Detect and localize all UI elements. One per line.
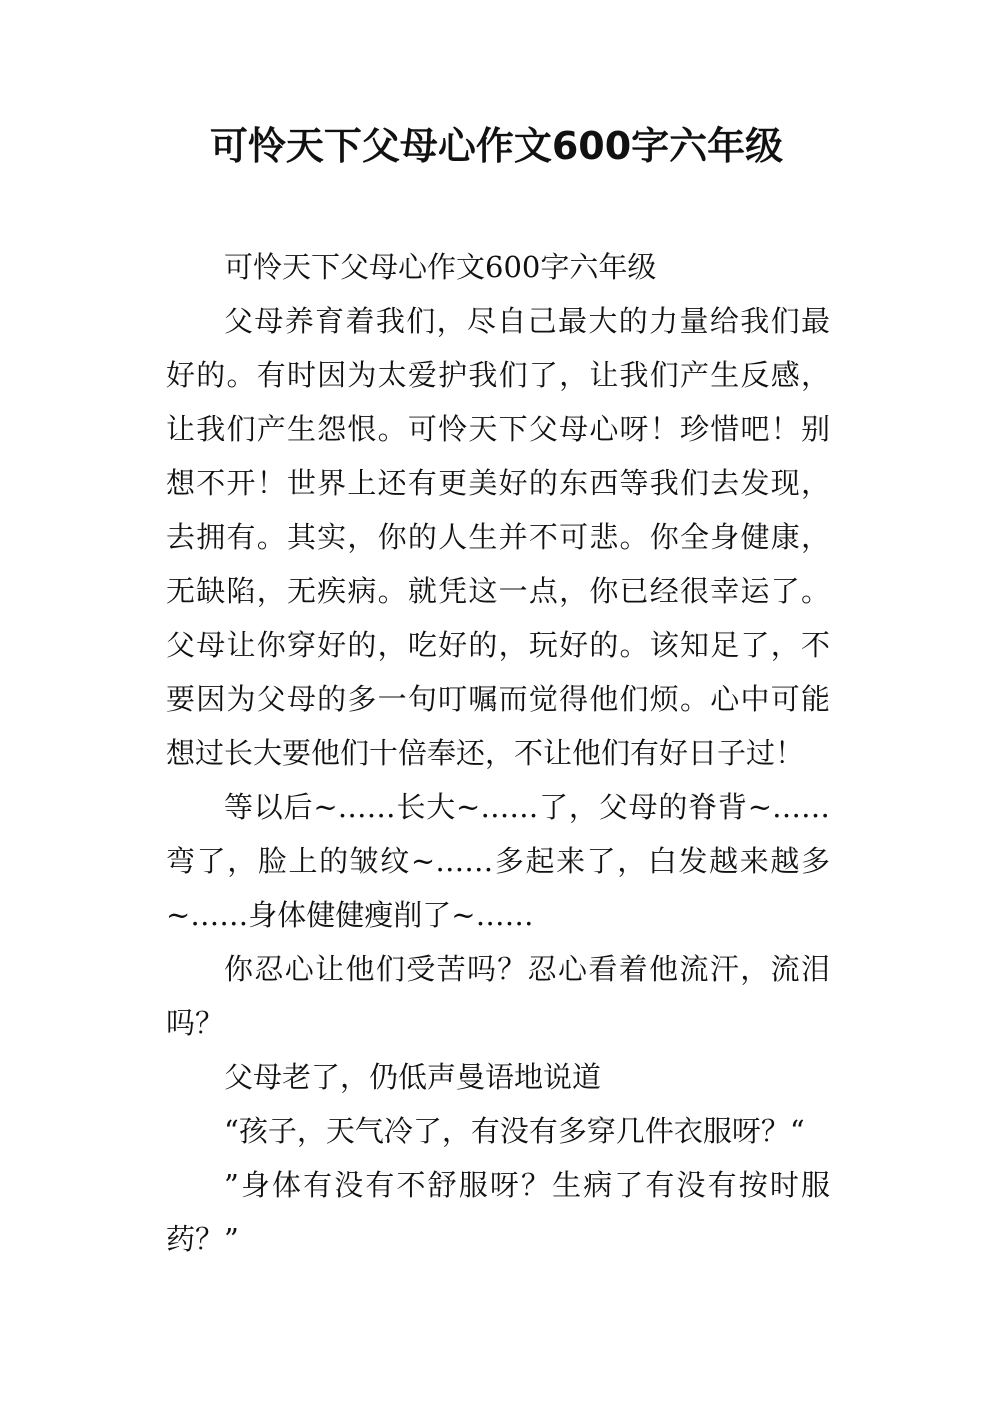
document-title: 可怜天下父母心作文600字六年级 [209, 124, 784, 168]
paragraph: 父母老了，仍低声曼语地说道 [224, 1060, 602, 1094]
paragraph: 你忍心让他们受苦吗？忍心看着他流汗，流泪吗？ [166, 952, 830, 1040]
paragraph: ”身体有没有不舒服呀？生病了有没有按时服药？” [166, 1168, 830, 1256]
paragraph-heading: 可怜天下父母心作文600字六年级 [224, 250, 657, 284]
paragraph: 父母养育着我们，尽自己最大的力量给我们最好的。有时因为太爱护我们了，让我们产生反感，让我们产生怨恨。可怜天下父母心呀！珍惜吧！别想不开！世界上还有更美好的东西等我们去发现，去拥有。其实，你的人生并不可悲。你全身健康，无缺陷，无疾病。就凭这一点，你已经很幸运了。父母让你穿好的，吃好的，玩好的。该知足了，不要因为父母的多一句叮嘱而觉得他们烦。心中可能想过长大要他们十倍奉还，不让他们有好日子过！ [166, 304, 830, 770]
paragraph: 等以后~……长大~……了，父母的脊背~……弯了，脸上的皱纹~……多起来了，白发越来越多~……身体健健瘦削了~…… [166, 790, 830, 932]
paragraph: “孩子，天气冷了，有没有多穿几件衣服呀？“ [224, 1114, 805, 1148]
document-body [166, 240, 830, 1266]
